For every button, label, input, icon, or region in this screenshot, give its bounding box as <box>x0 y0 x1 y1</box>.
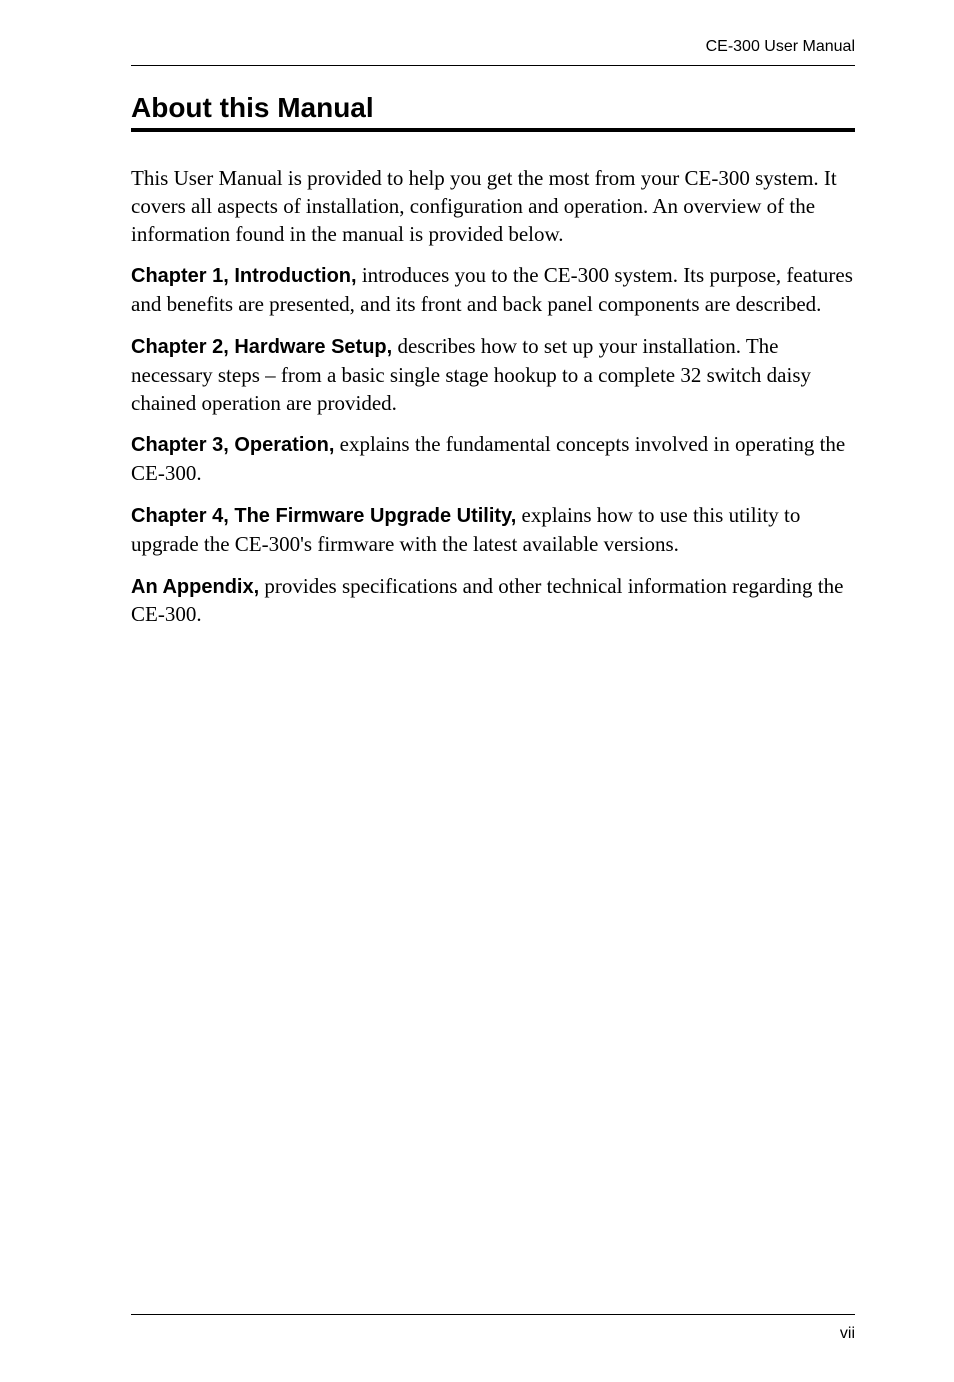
page-number: vii <box>839 1325 855 1342</box>
chapter-2-paragraph <box>131 333 855 417</box>
chapter-1-lead: Chapter 1, Introduction, <box>131 265 357 288</box>
appendix-text: provides specifications and other technical information regarding the CE-300. <box>131 573 844 627</box>
chapter-1-paragraph <box>131 262 855 319</box>
chapter-3-text: explains the fundamental concepts involved in operating the CE-300. <box>131 432 846 486</box>
running-header: CE-300 User Manual <box>705 38 855 55</box>
title-rule <box>131 128 855 132</box>
chapter-1-text: introduces you to the CE-300 system. Its purpose, features and benefits are presented, and its front and back panel components are described. <box>131 263 853 317</box>
chapter-4-lead: Chapter 4, The Firmware Upgrade Utility, <box>131 504 517 527</box>
chapter-2-text: describes how to set up your installation. The necessary steps – from a basic single stage hookup to a complete 32 switch daisy chained operation are provided. <box>131 333 811 415</box>
appendix-paragraph <box>131 573 855 630</box>
header-rule <box>131 65 855 66</box>
chapter-3-paragraph <box>131 431 855 488</box>
chapter-2-lead: Chapter 2, Hardware Setup, <box>131 335 393 358</box>
footer-rule <box>131 1314 855 1315</box>
appendix-lead: An Appendix, <box>131 575 260 598</box>
chapter-4-text: explains how to use this utility to upgrade the CE-300's firmware with the latest available versions. <box>131 502 801 556</box>
intro-paragraph: This User Manual is provided to help you get the most from your CE-300 system. It covers all aspects of installation, configuration and operation. An overview of the information found in the manual is provided below. <box>131 166 837 246</box>
chapter-4-paragraph <box>131 502 855 559</box>
section-title: About this Manual <box>131 92 374 123</box>
manual-page <box>131 0 855 1382</box>
chapter-3-lead: Chapter 3, Operation, <box>131 434 335 457</box>
body-text <box>131 165 855 643</box>
